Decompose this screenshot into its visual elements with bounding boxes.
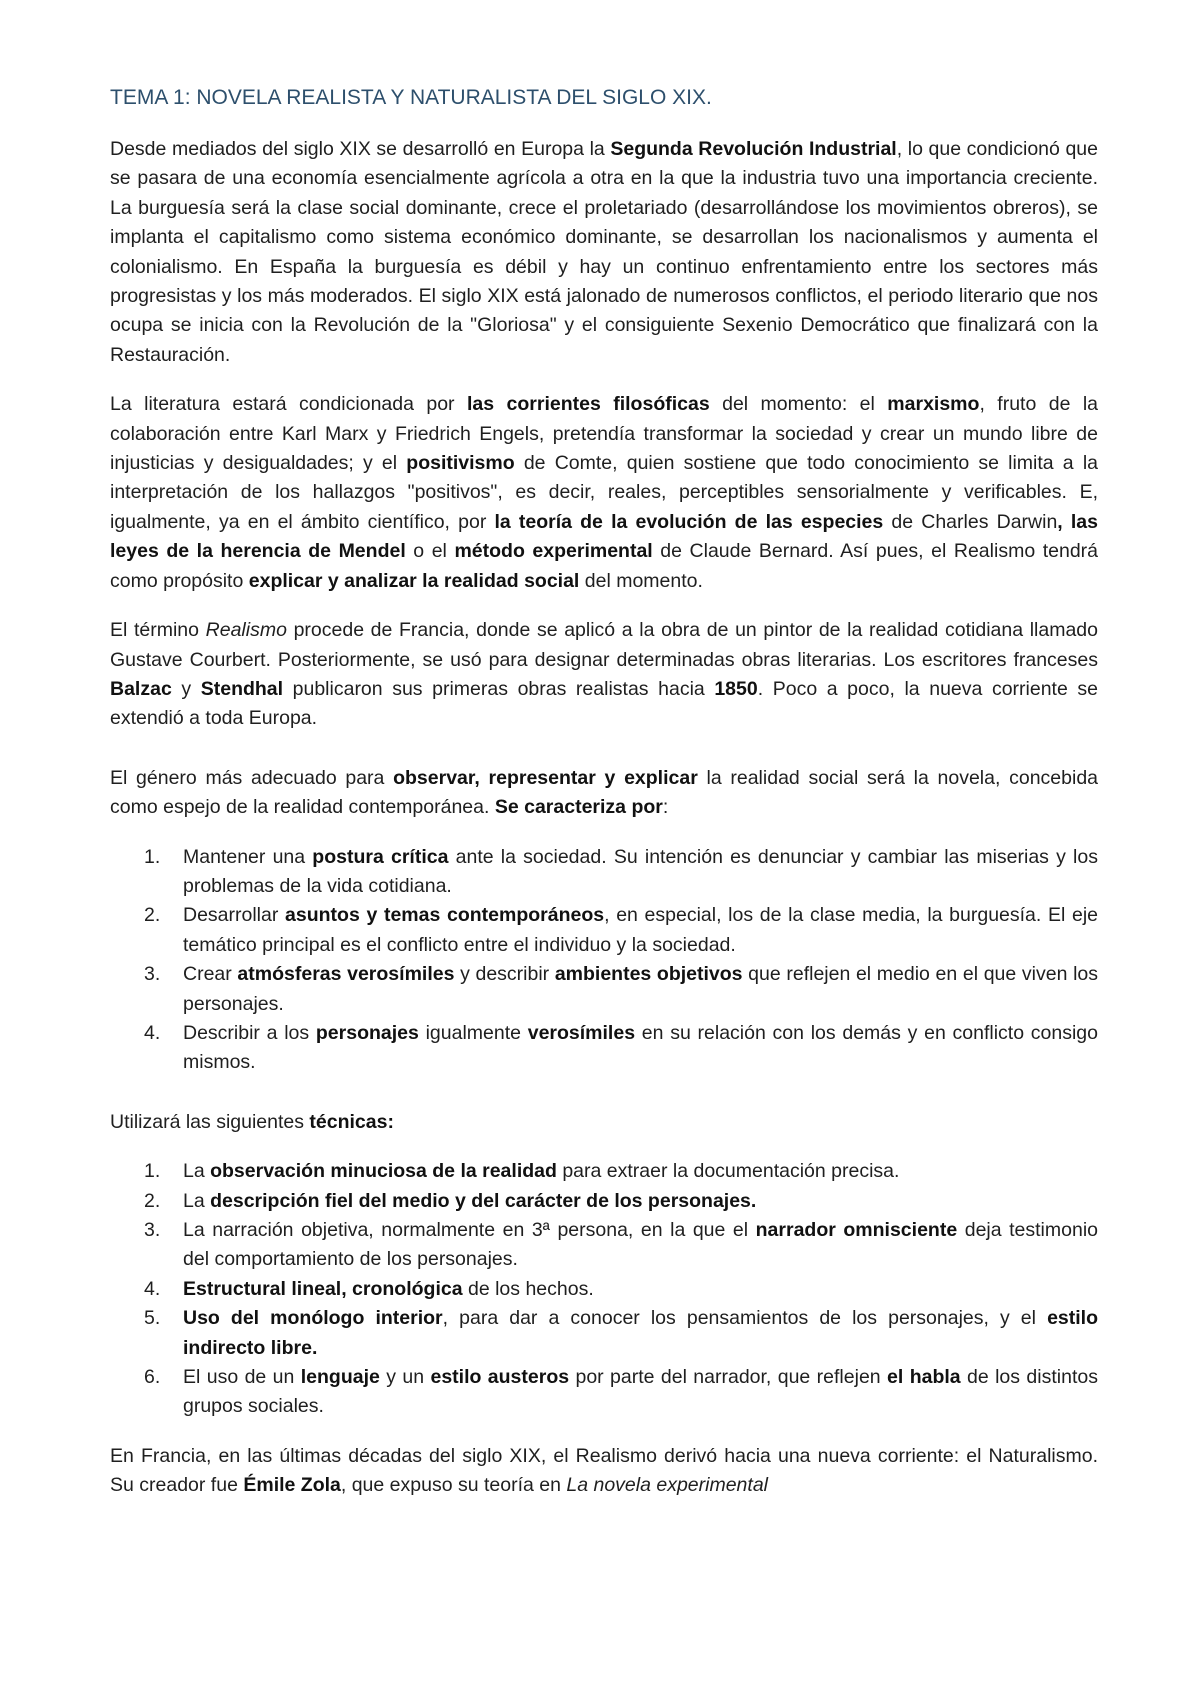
text-run: : — [662, 796, 669, 819]
text-run: , que expuso su teoría en — [340, 1474, 567, 1497]
bold-text: narrador omnisciente — [755, 1219, 958, 1241]
bold-text: Balzac — [110, 677, 172, 700]
text-run: El género más adecuado para — [110, 766, 394, 789]
bold-text: lenguaje — [300, 1366, 380, 1389]
list-item — [110, 1157, 1098, 1186]
bold-text: método experimental — [454, 540, 653, 563]
text-run: Describir a los — [183, 1021, 316, 1044]
text-run: o el — [405, 540, 455, 563]
text-run: la realidad social será la novela, concebida como espejo de la realidad contemporánea. — [110, 766, 1099, 819]
text-run: La — [183, 1160, 211, 1183]
text-run: de los distintos grupos sociales. — [183, 1366, 1098, 1418]
list-item — [110, 960, 1098, 1019]
text-run: La narración objetiva, normalmente en 3ª persona, en la que el — [183, 1219, 756, 1241]
bold-text: , las leyes de la herencia de Mendel — [110, 510, 1098, 563]
bold-text: Estructural lineal, cronológica — [183, 1277, 463, 1300]
bold-text: Stendhal — [200, 677, 284, 700]
text-run: Mantener una — [183, 845, 313, 868]
text-run: ante la sociedad. Su intención es denunciar y cambiar las miserias y los problemas de la vida cotidiana. — [183, 845, 1098, 897]
bold-text: estilo austeros — [430, 1366, 570, 1389]
list-item — [110, 1275, 1098, 1304]
text-run: Desde mediados del siglo XIX se desarrolló en Europa la — [110, 138, 611, 160]
bold-text: positivismo — [406, 452, 515, 475]
paragraph-philosophy — [110, 390, 1098, 596]
italic-text: La novela experimental — [566, 1474, 769, 1497]
bold-text: Uso del monólogo interior — [183, 1307, 443, 1330]
list-item — [110, 1304, 1098, 1363]
text-run: , para dar a conocer los pensamientos de los personajes, y el — [442, 1307, 1048, 1330]
text-run: La literatura estará condicionada por — [110, 393, 467, 416]
bold-text: 1850 — [714, 677, 758, 700]
text-run: del momento: el — [709, 393, 888, 416]
text-run: de Claude Bernard. Así pues, el Realismo tendrá como propósito — [110, 540, 1099, 592]
bold-text: postura crítica — [312, 845, 449, 868]
text-run: La — [183, 1189, 211, 1212]
list-number: 6. — [144, 1366, 161, 1389]
bold-text: observar, representar y explicar — [393, 766, 698, 789]
text-run: procede de Francia, donde se aplicó a la obra de un pintor de la realidad cotidiana llamado Gustave Courbert. Posteriormente, se usó para designar determinadas obras literarias. Los escritores franceses — [110, 619, 1098, 671]
list-number: 4. — [144, 1021, 161, 1044]
list-number: 2. — [144, 1189, 161, 1212]
text-run: que reflejen el medio en el que viven los personajes. — [183, 963, 1098, 1015]
bold-text: técnicas: — [309, 1110, 394, 1133]
spacer — [110, 754, 1098, 764]
paragraph-origin — [110, 616, 1098, 734]
bold-text: descripción fiel del medio y del carácter de los personajes. — [210, 1189, 757, 1212]
paragraph-context — [110, 135, 1098, 370]
bold-text: Segunda Revolución Industrial — [610, 138, 897, 160]
text-run: del momento. — [579, 569, 703, 592]
bold-text: ambientes objetivos — [554, 963, 743, 986]
bold-text: observación minuciosa de la realidad — [210, 1160, 557, 1183]
paragraph-genre — [110, 764, 1098, 823]
bold-text: explicar y analizar la realidad social — [248, 569, 580, 592]
list-item — [110, 843, 1098, 902]
bold-text: personajes — [315, 1021, 419, 1044]
text-run: por parte del narrador, que reflejen — [569, 1366, 888, 1389]
text-run: y — [171, 677, 201, 700]
list-number: 1. — [144, 845, 161, 868]
text-run: en su relación con los demás y en conflicto consigo mismos. — [183, 1021, 1098, 1074]
text-run: El uso de un — [183, 1366, 301, 1389]
paragraph-techniques-intro — [110, 1108, 1098, 1137]
bold-text: las corrientes filosóficas — [466, 393, 710, 416]
list-item — [110, 1363, 1098, 1422]
list-number: 4. — [144, 1277, 161, 1300]
text-run: publicaron sus primeras obras realistas hacia — [283, 677, 715, 700]
text-run: igualmente — [418, 1021, 528, 1044]
techniques-list — [110, 1157, 1098, 1422]
paragraph-naturalism — [110, 1442, 1098, 1501]
bold-text: Émile Zola — [243, 1474, 341, 1497]
text-run: de los hechos. — [462, 1277, 594, 1300]
document-content — [110, 83, 1098, 1521]
bold-text: la teoría de la evolución de las especies — [494, 510, 884, 533]
text-run: , lo que condicionó que se pasara de una economía esencialmente agrícola a otra en la que la industria tuvo una importancia creciente. La burguesía será la clase social dominante, crece el proletariado (desarrollándose los movimientos obreros), se implanta el capitalismo como sistema económico dominante, se desarrollan los nacionalismos y aumenta el colonialismo. En España la burguesía es débil y hay un continuo enfrentamiento entre los sectores más progresistas y los más moderados. El siglo XIX está jalonado de numerosos conflictos, el periodo literario que nos ocupa se inicia con la Revolución de la "Gloriosa" y el consiguiente Sexenio Democrático que finalizará con la Restauración. — [110, 138, 1098, 366]
text-run: y describir — [454, 963, 555, 986]
list-item — [110, 1019, 1098, 1078]
list-item — [110, 901, 1098, 960]
bold-text: estilo indirecto libre. — [183, 1307, 1098, 1359]
bold-text: marxismo — [887, 393, 980, 416]
characteristics-list — [110, 843, 1098, 1078]
list-item — [110, 1187, 1098, 1216]
bold-text: asuntos y temas contemporáneos — [285, 904, 605, 927]
list-item — [110, 1216, 1098, 1275]
list-number: 3. — [144, 963, 161, 986]
text-run: de Charles Darwin — [883, 510, 1058, 533]
text-run: . Poco a poco, la nueva corriente se extendió a toda Europa. — [110, 677, 1098, 730]
list-number: 5. — [144, 1307, 161, 1330]
bold-text: verosímiles — [527, 1021, 636, 1044]
bold-text: Se caracteriza por — [494, 796, 663, 819]
text-run: , en especial, los de la clase media, la burguesía. El eje temático principal es el conflicto entre el individuo y la sociedad. — [183, 904, 1098, 956]
text-run: Desarrollar — [183, 904, 286, 927]
text-run: Utilizará las siguientes — [110, 1110, 310, 1133]
bold-text: el habla — [887, 1366, 961, 1389]
list-number: 3. — [144, 1219, 161, 1241]
italic-text: Realismo — [205, 619, 287, 642]
spacer — [110, 1098, 1098, 1108]
text-run: , fruto de la colaboración entre Karl Marx y Friedrich Engels, pretendía transformar la sociedad y crear un mundo libre de injusticias y desigualdades; y el — [110, 393, 1099, 475]
text-run: Crear — [183, 963, 238, 986]
list-number: 2. — [144, 904, 161, 927]
text-run: y un — [379, 1366, 431, 1389]
text-run: de Comte, quien sostiene que todo conocimiento se limita a la interpretación de los hallazgos "positivos", es decir, reales, perceptibles sensorialmente y verificables. E, igualmente, ya en el ámbito científico, por — [110, 452, 1098, 533]
text-run: El término — [110, 619, 206, 642]
text-run: En Francia, en las últimas décadas del siglo XIX, el Realismo derivó hacia una nueva corriente: el Naturalismo. Su creador fue — [110, 1444, 1098, 1497]
text-run: para extraer la documentación precisa. — [556, 1160, 900, 1183]
text-run: deja testimonio del comportamiento de los personajes. — [183, 1219, 1099, 1271]
page-title: TEMA 1: NOVELA REALISTA Y NATURALISTA DEL SIGLO XIX. — [110, 86, 712, 109]
bold-text: atmósferas verosímiles — [237, 963, 455, 986]
list-number: 1. — [144, 1160, 161, 1183]
